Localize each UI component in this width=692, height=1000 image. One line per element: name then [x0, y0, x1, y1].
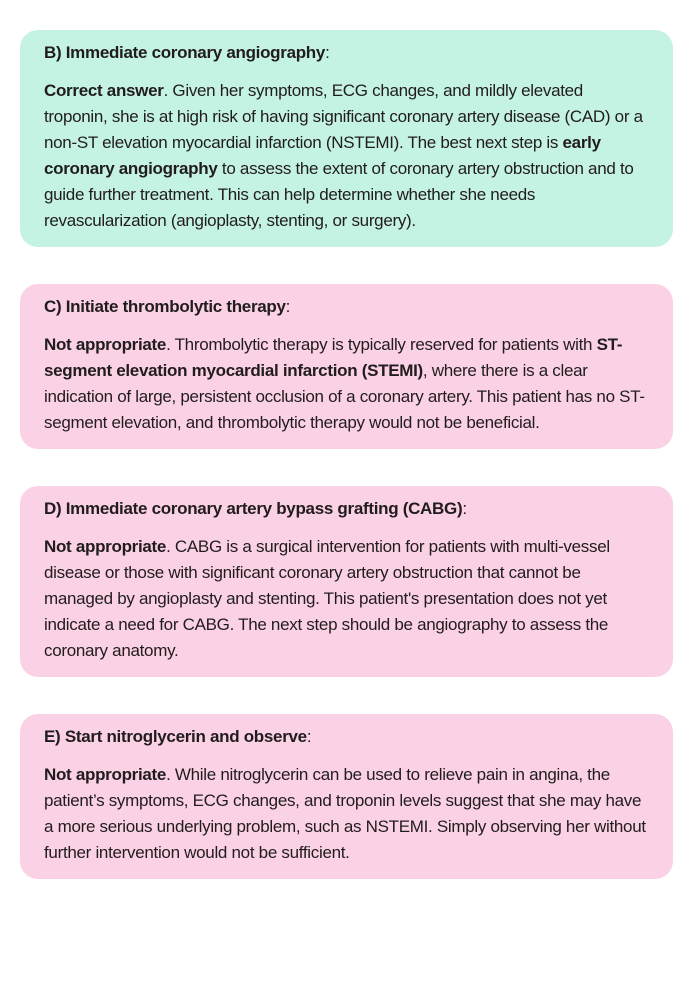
emphasized-text: E) Start nitroglycerin and observe: [44, 727, 307, 746]
emphasized-text: early coronary angiography: [44, 133, 601, 178]
answer-card-option-b-immediate-coronary-angiography: [20, 30, 673, 247]
emphasized-text: C) Initiate thrombolytic therapy: [44, 297, 286, 316]
option-explanation: Not appropriate. CABG is a surgical intervention for patients with multi-vessel disease or those with significant coronary artery obstruction that cannot be managed by angioplasty and stenting. This patient's presentation does not yet indicate a need for CABG. The next step should be angiography to assess the coronary anatomy.: [44, 537, 610, 660]
emphasized-text: Not appropriate: [44, 537, 167, 556]
emphasized-text: ST-segment elevation myocardial infarction (STEMI): [44, 335, 623, 380]
answer-card-option-d-immediate-coronary-artery-bypass-grafting: [20, 486, 673, 677]
answer-card-option-e-start-nitroglycerin-and-observe: [20, 714, 673, 879]
emphasized-text: Not appropriate: [44, 335, 167, 354]
emphasized-text: Correct answer: [44, 81, 164, 100]
option-heading: B) Immediate coronary angiography:: [44, 43, 330, 62]
answer-card-option-c-initiate-thrombolytic-therapy: [20, 284, 673, 449]
option-explanation: Correct answer. Given her symptoms, ECG changes, and mildly elevated troponin, she is at high risk of having significant coronary artery disease (CAD) or a non-ST elevation myocardial infarction (NSTEMI). The best next step is early coronary angiography to assess the extent of coronary artery obstruction and to guide further treatment. This can help determine whether she needs revascularization (angioplasty, stenting, or surgery).: [44, 81, 643, 230]
option-heading: D) Immediate coronary artery bypass grafting (CABG):: [44, 499, 467, 518]
option-explanation: Not appropriate. Thrombolytic therapy is typically reserved for patients with ST-segment elevation myocardial infarction (STEMI), where there is a clear indication of large, persistent occlusion of a coronary artery. This patient has no ST-segment elevation, and thrombolytic therapy would not be beneficial.: [44, 335, 645, 432]
option-explanation: Not appropriate. While nitroglycerin can be used to relieve pain in angina, the patient’s symptoms, ECG changes, and troponin levels suggest that she may have a more serious underlying problem, such as NSTEMI. Simply observing her without further intervention would not be sufficient.: [44, 765, 646, 862]
emphasized-text: Not appropriate: [44, 765, 167, 784]
option-heading: C) Initiate thrombolytic therapy:: [44, 297, 291, 316]
emphasized-text: B) Immediate coronary angiography: [44, 43, 326, 62]
option-heading: E) Start nitroglycerin and observe:: [44, 727, 312, 746]
emphasized-text: D) Immediate coronary artery bypass grafting (CABG): [44, 499, 463, 518]
